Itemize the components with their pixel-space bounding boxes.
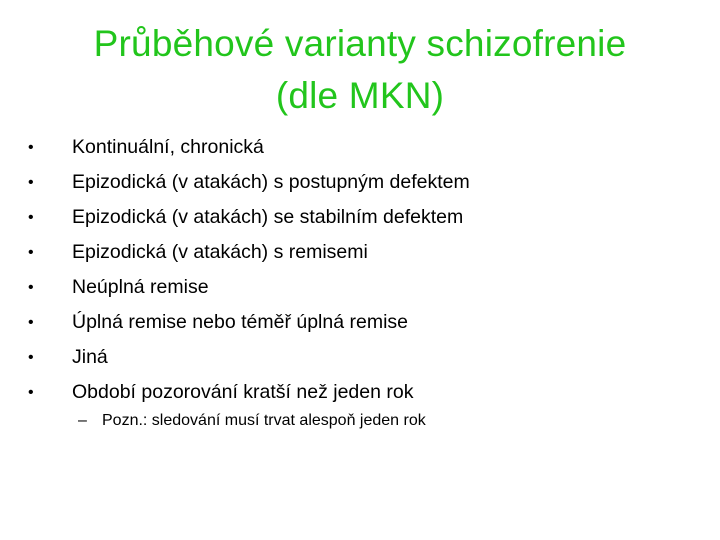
list-item — [0, 305, 720, 340]
bullet-icon: • — [28, 244, 34, 261]
sub-list-item — [0, 408, 720, 434]
list-item — [0, 165, 720, 200]
slide-title-line-1: Průběhové varianty schizofrenie — [93, 23, 627, 64]
bullet-icon: • — [28, 209, 34, 226]
list-item-text: Neúplná remise — [72, 276, 209, 298]
bullet-icon: • — [28, 279, 34, 296]
slide-title — [0, 18, 720, 122]
slide-title-line-2: (dle MKN) — [275, 75, 445, 116]
list-item — [0, 340, 720, 375]
list-item-text: Kontinuální, chronická — [72, 136, 264, 158]
list-item — [0, 235, 720, 270]
sub-list-item-text: Pozn.: sledování musí trvat alespoň jeden rok — [102, 412, 426, 429]
bullet-icon: • — [28, 384, 34, 401]
bullet-icon: • — [28, 349, 34, 366]
bullet-icon: • — [28, 139, 34, 156]
dash-icon: – — [78, 412, 87, 429]
list-item-text: Epizodická (v atakách) se stabilním defektem — [72, 206, 464, 228]
list-item — [0, 200, 720, 235]
list-item-text: Jiná — [72, 346, 108, 368]
list-item-text: Úplná remise nebo téměř úplná remise — [72, 311, 408, 333]
bullet-icon: • — [28, 314, 34, 331]
list-item — [0, 375, 720, 410]
list-item-text: Epizodická (v atakách) s remisemi — [72, 241, 368, 263]
bullet-icon: • — [28, 174, 34, 191]
list-item — [0, 130, 720, 165]
list-item-text: Epizodická (v atakách) s postupným defektem — [72, 171, 470, 193]
bullet-list — [0, 130, 720, 410]
list-item-text: Období pozorování kratší než jeden rok — [72, 381, 414, 403]
list-item — [0, 270, 720, 305]
